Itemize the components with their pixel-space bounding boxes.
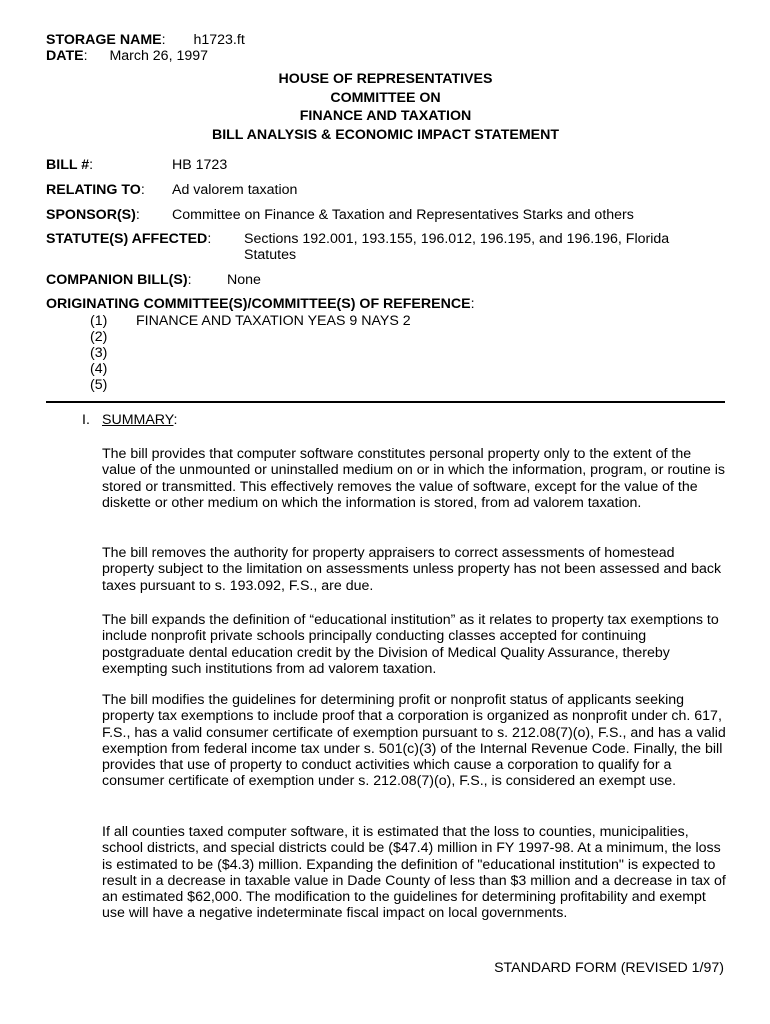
- committees-heading-row: ORIGINATING COMMITTEE(S)/COMMITTEE(S) OF REFERENCE:: [46, 296, 475, 312]
- committee-item-2-num: (2): [90, 329, 108, 345]
- summary-paragraph-3: The bill expands the definition of “educational institution” as it relates to property tax exemptions to include nonprofit private schools principally conducting classes accepted for continuing postgraduate dental education credit by the Division of Medical Quality Assurance, thereby exempting such institutions from ad valorem taxation.: [102, 612, 719, 677]
- summary-heading: SUMMARY: [102, 412, 174, 428]
- date-label: DATE: [46, 48, 84, 64]
- date-line: DATE: March 26, 1997: [46, 48, 209, 64]
- horizontal-rule: [46, 401, 725, 403]
- sponsor-row: SPONSOR(S):: [46, 207, 140, 223]
- sponsor-label: SPONSOR(S): [46, 207, 136, 223]
- statute-label: STATUTE(S) AFFECTED: [46, 231, 208, 247]
- summary-paragraph-4: The bill modifies the guidelines for determining profit or nonprofit status of applicants seeking property tax exemptions to include proof that a corporation is organized as nonprofit under ch. 617, F.S., has a valid consumer certificate of exemption pursuant to s. 212.08(7)(o), F.S., and has a valid exemption from federal income tax under s. 501(c)(3) of the Internal Revenue Code. Finally, the bill provides that use of property to conduct activities which cause a corporation to qualify for a consumer certificate of exemption under s. 212.08(7)(o), F.S., is considered an exempt use.: [102, 692, 726, 790]
- summary-numeral: I.: [82, 412, 90, 428]
- committee-item-3-num: (3): [90, 345, 108, 361]
- statute-row: STATUTE(S) AFFECTED:: [46, 231, 212, 247]
- companion-label: COMPANION BILL(S): [46, 272, 188, 288]
- title-house: HOUSE OF REPRESENTATIVES: [278, 71, 493, 87]
- bill-number-value: HB 1723: [172, 157, 228, 173]
- companion-row: COMPANION BILL(S):: [46, 272, 192, 288]
- title-finance-taxation: FINANCE AND TAXATION: [299, 108, 472, 124]
- relating-to-row: RELATING TO:: [46, 182, 145, 198]
- storage-name-label: STORAGE NAME: [46, 32, 162, 48]
- storage-name-value: h1723.ft: [193, 32, 245, 48]
- committee-item-1-text: FINANCE AND TAXATION YEAS 9 NAYS 2: [136, 313, 411, 329]
- relating-to-value: Ad valorem taxation: [172, 182, 298, 198]
- committee-item-1-num: (1): [90, 313, 108, 329]
- statute-value-line-2: Statutes: [244, 247, 297, 263]
- sponsor-value: Committee on Finance & Taxation and Representatives Starks and others: [172, 207, 634, 223]
- companion-value: None: [227, 272, 261, 288]
- title-bill-analysis: BILL ANALYSIS & ECONOMIC IMPACT STATEMENT: [211, 126, 560, 143]
- bill-number-row: BILL #:: [46, 157, 94, 173]
- statute-value-line-1: Sections 192.001, 193.155, 196.012, 196.195, and 196.196, Florida: [244, 231, 670, 247]
- summary-paragraph-5: If all counties taxed computer software, it is estimated that the loss to counties, municipalities, school districts, and special districts could be ($47.4) million in FY 1997-98. At a minimum, the loss is estimated to be ($4.3) million. Expanding the definition of "educational institution" is expected to result in a decrease in taxable value in Dade County of less than $3 million and a decrease in tax of an estimated $62,000. The modification to the guidelines for determining profitability and exempt use will have a negative indeterminate fiscal impact on local governments.: [102, 824, 726, 922]
- summary-heading-row: SUMMARY:: [102, 412, 178, 428]
- standard-form-footer: STANDARD FORM (REVISED 1/97): [494, 960, 724, 976]
- committee-item-5-num: (5): [90, 377, 108, 393]
- committees-heading: ORIGINATING COMMITTEE(S)/COMMITTEE(S) OF REFERENCE: [46, 296, 471, 312]
- storage-name-line: STORAGE NAME: h1723.ft: [46, 32, 245, 48]
- committee-item-4-num: (4): [90, 361, 108, 377]
- summary-paragraph-1: The bill provides that computer software constitutes personal property only to the extent of the value of the unmounted or uninstalled medium on or in which the information, program, or routine is stored or transmitted. This effectively removes the value of software, except for the value of the diskette or other medium on which the information is stored, from ad valorem taxation.: [102, 446, 726, 511]
- date-value: March 26, 1997: [109, 48, 209, 64]
- relating-to-label: RELATING TO: [46, 182, 141, 198]
- summary-paragraph-2: The bill removes the authority for property appraisers to correct assessments of homestead property subject to the limitation on assessments unless property has not been assessed and back taxes pursuant to s. 193.092, F.S., are due.: [102, 545, 722, 594]
- bill-number-label: BILL #: [46, 157, 90, 173]
- title-committee-on: COMMITTEE ON: [330, 89, 441, 106]
